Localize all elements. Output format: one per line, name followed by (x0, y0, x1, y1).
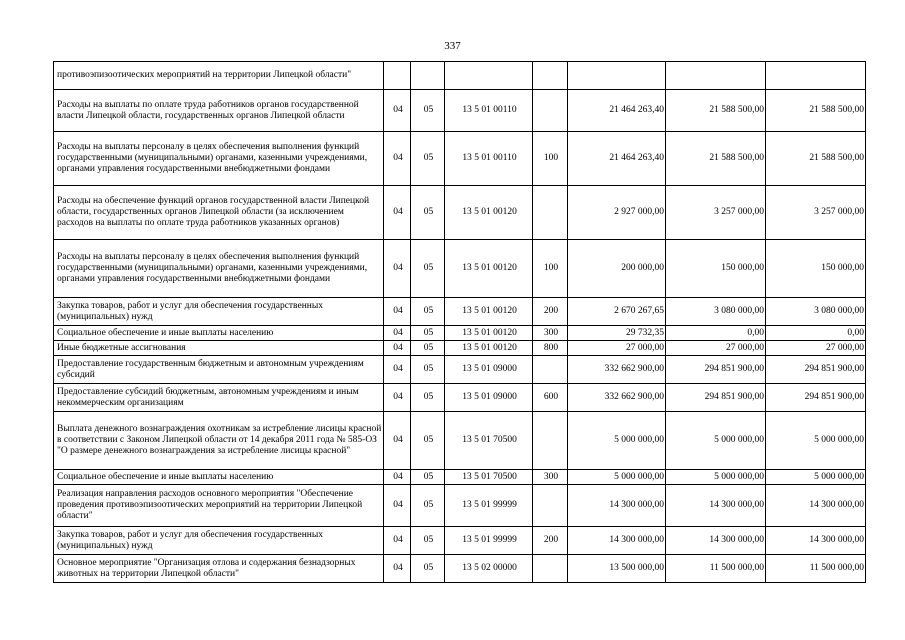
section-code: 04 (384, 186, 411, 240)
amount-year-3: 0,00 (766, 326, 866, 341)
amount-year-3 (766, 62, 866, 90)
target-item-code: 13 5 01 09000 (445, 384, 533, 412)
subsection-code: 05 (411, 298, 445, 326)
expense-type-code: 200 (533, 298, 568, 326)
section-code: 04 (384, 298, 411, 326)
amount-year-2: 14 300 000,00 (666, 527, 766, 555)
amount-year-2: 21 588 500,00 (666, 90, 766, 132)
amount-year-3: 294 851 900,00 (766, 384, 866, 412)
expense-type-code (533, 485, 568, 527)
amount-year-3: 294 851 900,00 (766, 356, 866, 384)
table-row (54, 470, 866, 485)
row-name: Реализация направления расходов основного мероприятия "Обеспечение проведения противоэпизоотических мероприятий на территории Липецкой области" (54, 485, 384, 527)
amount-year-2: 21 588 500,00 (666, 132, 766, 186)
table-row (54, 485, 866, 527)
expense-type-code (533, 412, 568, 470)
row-name: Закупка товаров, работ и услуг для обеспечения государственных (муниципальных) нужд (54, 298, 384, 326)
amount-year-1: 332 662 900,00 (568, 356, 666, 384)
subsection-code: 05 (411, 527, 445, 555)
expense-type-code (533, 62, 568, 90)
amount-year-2: 5 000 000,00 (666, 412, 766, 470)
target-item-code: 13 5 01 00120 (445, 186, 533, 240)
row-name: Выплата денежного вознаграждения охотникам за истребление лисицы красной в соответствии с Законом Липецкой области от 14 декабря 2011 года № 585-ОЗ "О размере денежного вознаграждения за истребление лисицы красной" (54, 412, 384, 470)
row-name: Расходы на выплаты персоналу в целях обеспечения выполнения функций государственными (муниципальными) органами, казенными учреждениями, органами управления государственными внебюджетными фондами (54, 240, 384, 298)
expense-type-code (533, 555, 568, 583)
target-item-code: 13 5 01 70500 (445, 412, 533, 470)
table-row (54, 298, 866, 326)
expense-type-code: 600 (533, 384, 568, 412)
section-code: 04 (384, 470, 411, 485)
subsection-code: 05 (411, 132, 445, 186)
amount-year-3: 11 500 000,00 (766, 555, 866, 583)
amount-year-3: 14 300 000,00 (766, 485, 866, 527)
subsection-code: 05 (411, 412, 445, 470)
budget-table (53, 61, 866, 583)
amount-year-3: 27 000,00 (766, 341, 866, 356)
amount-year-1: 332 662 900,00 (568, 384, 666, 412)
table-row (54, 341, 866, 356)
amount-year-1: 5 000 000,00 (568, 470, 666, 485)
table-row (54, 384, 866, 412)
target-item-code: 13 5 01 09000 (445, 356, 533, 384)
subsection-code: 05 (411, 240, 445, 298)
amount-year-1: 5 000 000,00 (568, 412, 666, 470)
amount-year-3: 5 000 000,00 (766, 470, 866, 485)
expense-type-code: 800 (533, 341, 568, 356)
subsection-code: 05 (411, 384, 445, 412)
section-code: 04 (384, 90, 411, 132)
amount-year-2: 0,00 (666, 326, 766, 341)
amount-year-1: 2 927 000,00 (568, 186, 666, 240)
section-code: 04 (384, 555, 411, 583)
amount-year-1 (568, 62, 666, 90)
target-item-code: 13 5 01 70500 (445, 470, 533, 485)
amount-year-2: 14 300 000,00 (666, 485, 766, 527)
expense-type-code: 100 (533, 132, 568, 186)
amount-year-1: 2 670 267,65 (568, 298, 666, 326)
row-name: Закупка товаров, работ и услуг для обеспечения государственных (муниципальных) нужд (54, 527, 384, 555)
amount-year-1: 27 000,00 (568, 341, 666, 356)
row-name: Расходы на выплаты персоналу в целях обеспечения выполнения функций государственными (муниципальными) органами, казенными учреждениями, органами управления государственными внебюджетными фондами (54, 132, 384, 186)
target-item-code: 13 5 01 00110 (445, 90, 533, 132)
amount-year-2: 5 000 000,00 (666, 470, 766, 485)
row-name: Основное мероприятие "Организация отлова и содержания безнадзорных животных на территории Липецкой области" (54, 555, 384, 583)
target-item-code: 13 5 01 99999 (445, 485, 533, 527)
amount-year-3: 150 000,00 (766, 240, 866, 298)
amount-year-2: 3 257 000,00 (666, 186, 766, 240)
table-row (54, 62, 866, 90)
section-code: 04 (384, 485, 411, 527)
row-name: Расходы на выплаты по оплате труда работников органов государственной власти Липецкой области, государственных органов Липецкой области (54, 90, 384, 132)
table-row (54, 186, 866, 240)
amount-year-2 (666, 62, 766, 90)
amount-year-1: 29 732,35 (568, 326, 666, 341)
section-code: 04 (384, 326, 411, 341)
amount-year-1: 14 300 000,00 (568, 527, 666, 555)
amount-year-3: 3 257 000,00 (766, 186, 866, 240)
amount-year-1: 21 464 263,40 (568, 90, 666, 132)
amount-year-2: 294 851 900,00 (666, 356, 766, 384)
section-code: 04 (384, 132, 411, 186)
table-row (54, 555, 866, 583)
section-code (384, 62, 411, 90)
amount-year-3: 21 588 500,00 (766, 90, 866, 132)
subsection-code (411, 62, 445, 90)
amount-year-1: 21 464 263,40 (568, 132, 666, 186)
subsection-code: 05 (411, 555, 445, 583)
table-row (54, 326, 866, 341)
target-item-code: 13 5 01 00120 (445, 326, 533, 341)
target-item-code: 13 5 01 00120 (445, 240, 533, 298)
amount-year-2: 150 000,00 (666, 240, 766, 298)
subsection-code: 05 (411, 186, 445, 240)
table-row (54, 90, 866, 132)
expense-type-code (533, 186, 568, 240)
amount-year-3: 5 000 000,00 (766, 412, 866, 470)
row-name: Предоставление субсидий бюджетным, автономным учреждениям и иным некоммерческим организациям (54, 384, 384, 412)
section-code: 04 (384, 341, 411, 356)
subsection-code: 05 (411, 341, 445, 356)
row-name: Иные бюджетные ассигнования (54, 341, 384, 356)
table-row (54, 240, 866, 298)
amount-year-3: 14 300 000,00 (766, 527, 866, 555)
expense-type-code (533, 90, 568, 132)
amount-year-3: 3 080 000,00 (766, 298, 866, 326)
target-item-code: 13 5 01 00120 (445, 298, 533, 326)
expense-type-code (533, 356, 568, 384)
amount-year-1: 14 300 000,00 (568, 485, 666, 527)
subsection-code: 05 (411, 470, 445, 485)
target-item-code: 13 5 01 99999 (445, 527, 533, 555)
row-name: Социальное обеспечение и иные выплаты населению (54, 470, 384, 485)
table-row (54, 132, 866, 186)
subsection-code: 05 (411, 90, 445, 132)
page-number: 337 (444, 40, 461, 52)
expense-type-code: 200 (533, 527, 568, 555)
row-name: Предоставление государственным бюджетным и автономным учреждениям субсидий (54, 356, 384, 384)
subsection-code: 05 (411, 356, 445, 384)
subsection-code: 05 (411, 485, 445, 527)
target-item-code: 13 5 01 00110 (445, 132, 533, 186)
expense-type-code: 300 (533, 326, 568, 341)
amount-year-2: 3 080 000,00 (666, 298, 766, 326)
amount-year-1: 200 000,00 (568, 240, 666, 298)
target-item-code: 13 5 02 00000 (445, 555, 533, 583)
row-name: Расходы на обеспечение функций органов государственной власти Липецкой области, государственных органов Липецкой области (за исключением расходов на выплаты по оплате труда работников указанных органов) (54, 186, 384, 240)
amount-year-2: 11 500 000,00 (666, 555, 766, 583)
table-row (54, 356, 866, 384)
amount-year-1: 13 500 000,00 (568, 555, 666, 583)
target-item-code (445, 62, 533, 90)
expense-type-code: 100 (533, 240, 568, 298)
subsection-code: 05 (411, 326, 445, 341)
section-code: 04 (384, 527, 411, 555)
row-name: Социальное обеспечение и иные выплаты населению (54, 326, 384, 341)
expense-type-code: 300 (533, 470, 568, 485)
table-row (54, 527, 866, 555)
amount-year-2: 294 851 900,00 (666, 384, 766, 412)
amount-year-2: 27 000,00 (666, 341, 766, 356)
table-row (54, 412, 866, 470)
section-code: 04 (384, 356, 411, 384)
section-code: 04 (384, 412, 411, 470)
section-code: 04 (384, 384, 411, 412)
section-code: 04 (384, 240, 411, 298)
target-item-code: 13 5 01 00120 (445, 341, 533, 356)
amount-year-3: 21 588 500,00 (766, 132, 866, 186)
row-name: противоэпизоотических мероприятий на территории Липецкой области" (54, 62, 384, 90)
